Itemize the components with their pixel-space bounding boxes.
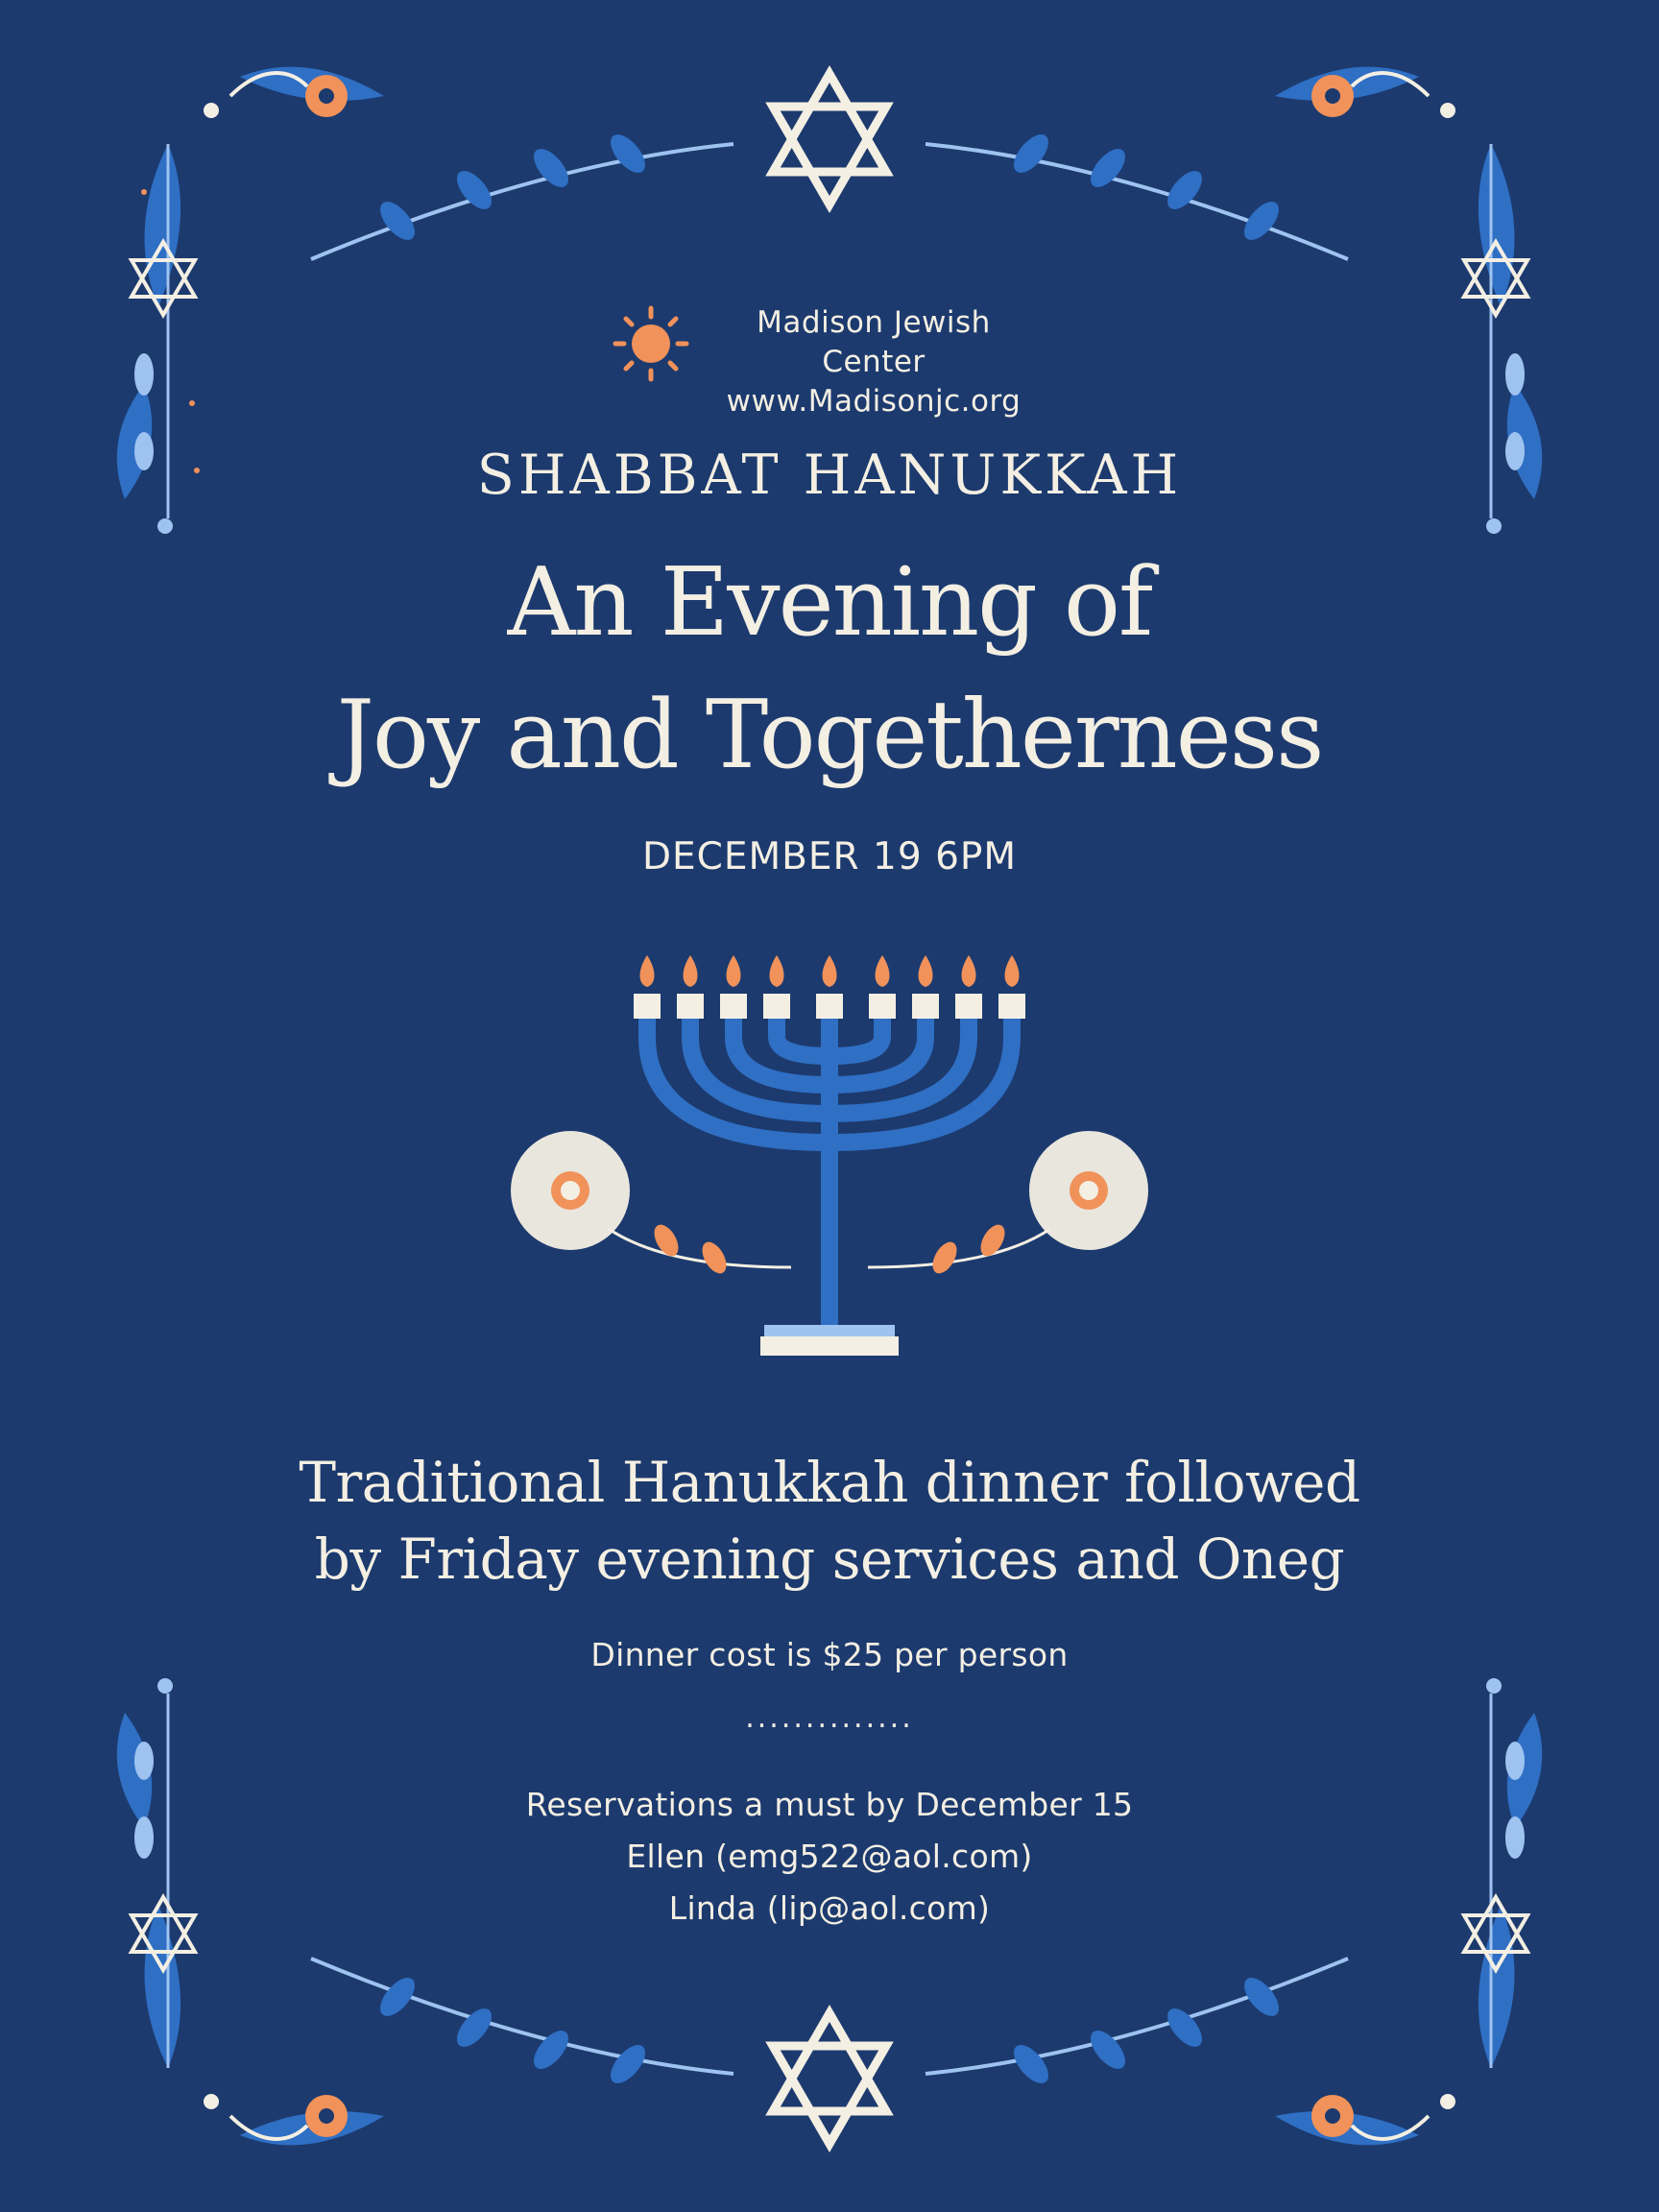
organization-name-line1: Madison Jewish xyxy=(757,305,991,340)
description-line2: by Friday evening services and Oneg xyxy=(314,1527,1345,1592)
contact-linda: Linda (lip@aol.com) xyxy=(668,1889,991,1927)
dinner-cost: Dinner cost is $25 per person xyxy=(590,1636,1069,1673)
organization-name-line2: Center xyxy=(822,345,926,379)
organization-website: www.Madisonjc.org xyxy=(726,384,1022,419)
headline-line2: Joy and Togetherness xyxy=(336,681,1323,790)
reservation-note: Reservations a must by December 15 xyxy=(525,1786,1134,1823)
organization-info xyxy=(672,303,1075,421)
top-star-arch-ornament xyxy=(301,67,1358,317)
star-of-david-icon xyxy=(773,74,886,204)
event-subtitle: SHABBAT HANUKKAH xyxy=(476,444,1183,507)
dotted-divider: .............. xyxy=(745,1701,914,1735)
bottom-star-arch-ornament xyxy=(301,1911,1358,2160)
contact-ellen: Ellen (emg522@aol.com) xyxy=(626,1838,1033,1875)
event-date-time: DECEMBER 19 6PM xyxy=(641,835,1018,878)
headline-line1: An Evening of xyxy=(507,548,1152,658)
menorah-icon xyxy=(484,941,1175,1392)
description-line1: Traditional Hanukkah dinner followed xyxy=(299,1450,1360,1515)
star-of-david-icon xyxy=(773,2013,886,2144)
